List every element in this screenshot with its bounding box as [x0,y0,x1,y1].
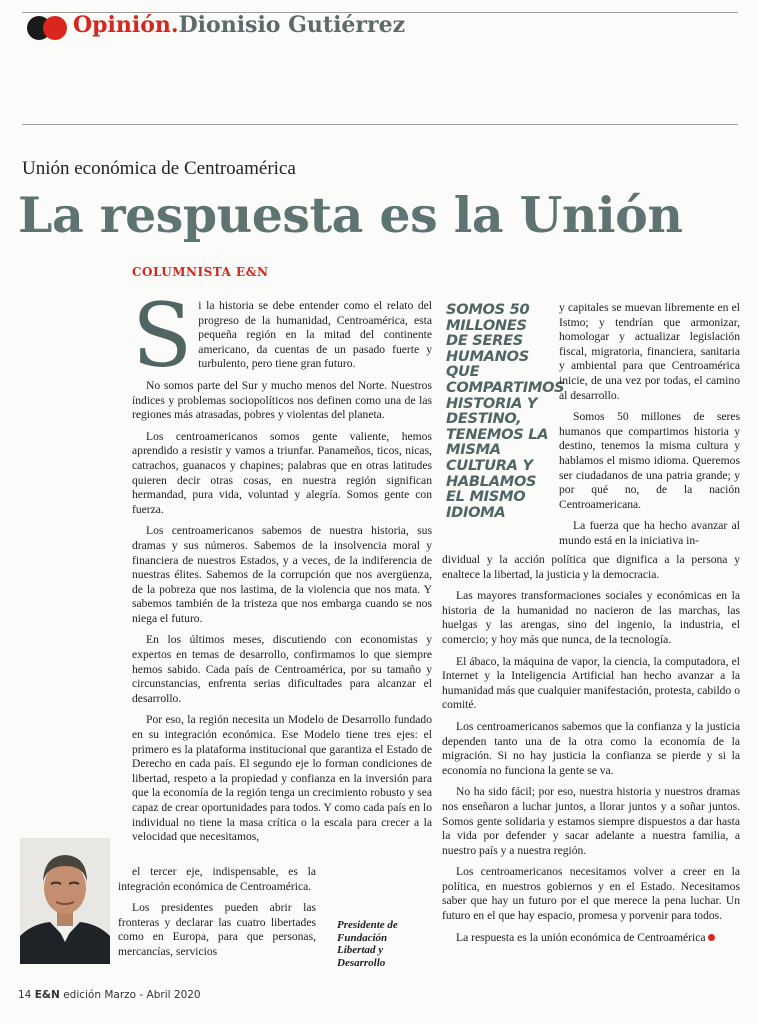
section-header [73,12,405,38]
paragraph: Los centroamericanos sabemos de nuestra historia, sus dramas y sus números. Sabemos de la insolvencia moral y financiera de nuestros Estados, y a veces, de la indiferencia de nuestras élites. Sabemos de la corrupción que nos avergüenza, de la pobreza que nos lastima, de la violencia que nos mata. Y sabemos también de la tristeza que nos embarga cuando se nos niega el futuro. [132,524,432,625]
dual-circle-logo-icon [26,14,70,42]
paragraph: Somos 50 millones de seres humanos que compartimos historia y destino, tenemos la misma cultura y hablamos el mismo idioma. Queremos ser ciudadanos de una patria grande; y por qué no, de la nación Centroamericana. [559,410,740,511]
paragraph: Si la historia se debe entender como el relato del progreso de la humanidad, Centroamérica, esta pequeña región en la mitad del continente americano, da cuentas de un pasado fuerte y turbulento, pero tiene gran futuro. [132,284,432,387]
red-dot-end-icon [708,934,715,941]
photo-caption: Presidente de Fundación Libertad y Desarrollo [337,919,398,969]
body-column-2 [559,301,740,549]
paragraph: Los presidentes pueden abrir las fronteras y declarar las cuatro libertades como en Europa, para que personas, mercancías, servicios [118,901,316,958]
body-column-2-wide [442,553,740,945]
paragraph: La respuesta es la unión económica de Centroamérica [442,931,740,946]
edition-label: edición Marzo - Abril 2020 [63,989,201,1001]
drop-cap: S [132,284,193,387]
paragraph: No somos parte del Sur y mucho menos del Norte. Nuestros índices y problemas sociopolíticos nos definen como una de las regiones más atrasadas, pobres y violentas del planeta. [132,378,432,422]
paragraph: Los centroamericanos necesitamos volver a creer en la política, en nuestros gobiernos y en el Estado. Necesitamos saber que hay un futuro por el que merece la pena luchar. Un futuro en el que hay espacio, promesa y porvenir para todos. [442,865,740,923]
paragraph: el tercer eje, indispensable, es la integración económica de Centroamérica. [118,865,316,893]
byline: COLUMNISTA E&N [132,265,269,279]
article-kicker: Unión económica de Centroamérica [22,158,296,179]
paragraph: El ábaco, la máquina de vapor, la ciencia, la computadora, el Internet y la Inteligencia Artificial han hecho avanzar a la humanidad más que cualquier manifestación, protesta, cabildo o comité. [442,654,740,712]
paragraph: Las mayores transformaciones sociales y económicas en la historia de la humanidad no nacieron de las marchas, las huelgas y las arengas, sino del ingenio, la industria, el comercio; y hoy más que nunca, de la tecnología. [442,589,740,646]
section-label: Opinión. [73,12,179,38]
paragraph: dividual y la acción política que dignifica a la persona y enaltece la libertad, la justicia y la democracia. [442,553,740,581]
body-column-1-lower [118,865,316,960]
pull-quote: SOMOS 50 MILLONES DE SERES HUMANOS QUE COMPARTIMOS HISTORIA Y DESTINO, TENEMOS LA MISMA CULTURA Y HABLAMOS EL MISMO IDIOMA [446,301,565,521]
brand-logo: E&N [34,989,60,1001]
author-name: Dionisio Gutiérrez [178,12,406,38]
paragraph: La fuerza que ha hecho avanzar al mundo está en la iniciativa in- [559,519,740,547]
paragraph: Los centroamericanos sabemos que la confianza y la justicia dependen tanto una de la otra como la economía de la migración. Si no hay justicia la confianza se pierde y si la economía no funciona la gente se va. [442,719,740,777]
paragraph: No ha sido fácil; por eso, nuestra historia y nuestros dramas nos enseñaron a luchar juntos, a llorar juntos y a soñar juntos. Somos gente solidaria y estamos siempre dispuestos a dar hasta la vida por defender y sacar adelante a nuestra familia, a nuestro país y a nuestra región. [442,785,740,857]
page-footer [18,989,201,1001]
page-number: 14 [18,989,32,1001]
paragraph: En los últimos meses, discutiendo con economistas y expertos en temas de desarrollo, confirmamos lo que siempre hemos sabido. Cada país de Centroamérica, por su tamaño y circunstancias, enfrenta serias dificultades para alcanzar el desarrollo. [132,633,432,705]
paragraph: Por eso, la región necesita un Modelo de Desarrollo fundado en su integración económica. Ese Modelo tiene tres ejes: el primero es la plataforma institucional que garantiza el Estado de Derecho en cada país. El segundo eje lo forman condiciones de libertad, respeto a la propiedad y confianza en la inversión para que la economía de la región tenga un crecimiento robusto y sea capaz de crear oportunidades para todos. Y como cada país en lo individual no tiene la masa crítica o la escala para crecer a la velocidad que necesitamos, [132,713,432,844]
paragraph: y capitales se muevan libremente en el Istmo; y tendrían que armonizar, homologar y actualizar legislación fiscal, migratoria, financiera, sanitaria y ambiental para que Centroamérica inicie, de una vez por todas, el camino al desarrollo. [559,301,740,402]
article-title: La respuesta es la Unión [18,186,683,244]
header-rule [22,124,738,125]
body-column-1 [132,284,432,845]
author-photo [20,838,110,964]
paragraph: Los centroamericanos somos gente valiente, hemos aprendido a resistir y vamos a triunfar. Panameños, ticos, nicas, catrachos, guanacos y chapines; palabras que en otras latitudes quieren decir otras cosas, en nuestra región significan hermandad, pura vida, voluntad y alegría. Somos gente con fuerza. [132,429,432,516]
